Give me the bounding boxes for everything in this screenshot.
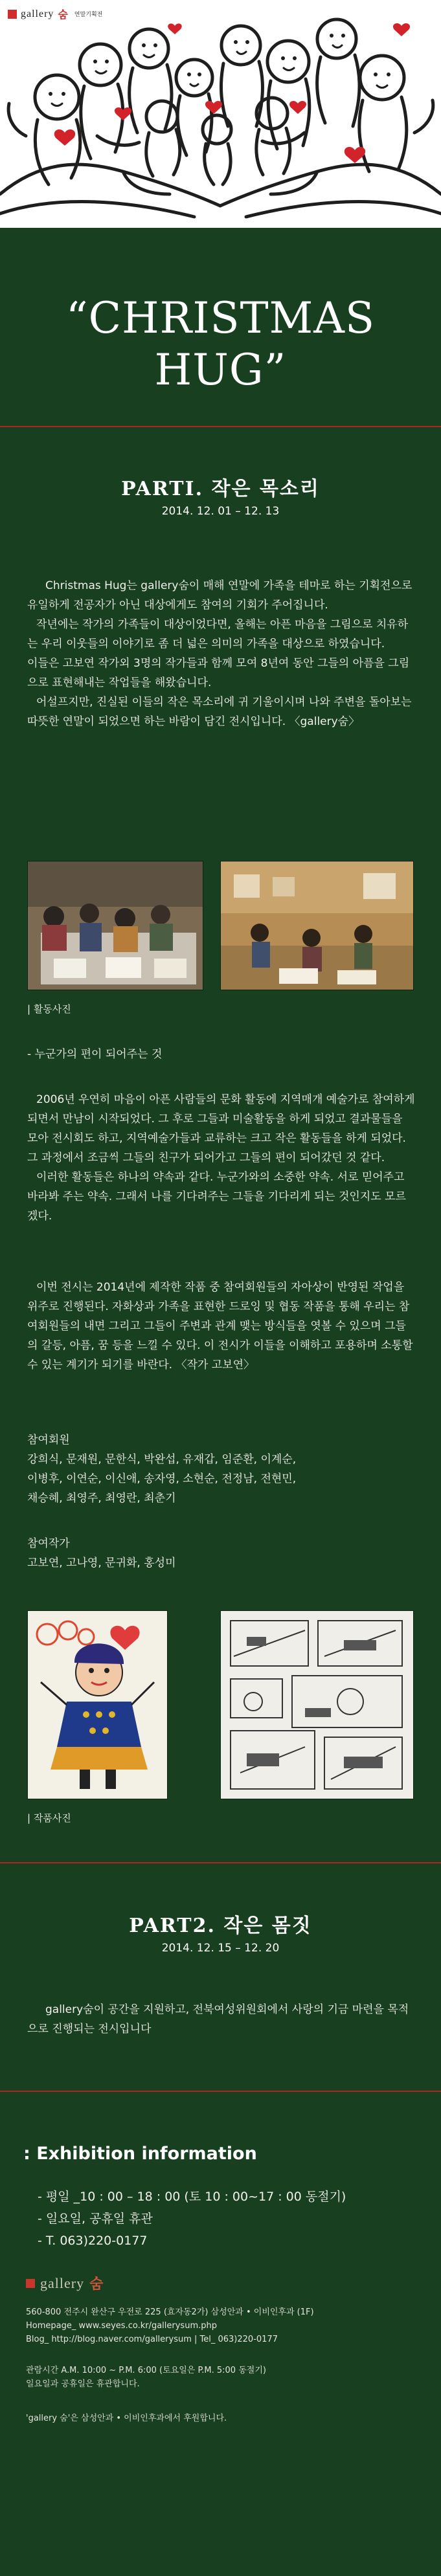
part1-body2	[27, 1278, 416, 1375]
info-item-hours: - 평일 _10 : 00 – 18 : 00 (토 10 : 00~17 : 00 동절기)	[38, 2190, 346, 2204]
part2-date: 2014. 12. 15 – 12. 20	[161, 1942, 280, 1955]
logo-hangul: 숨	[89, 2276, 104, 2293]
artists-list: 고보연, 고나영, 문귀화, 홍성미	[27, 1557, 176, 1570]
address-block	[26, 2305, 314, 2346]
header-logo	[8, 6, 102, 21]
body-paragraph: 이러한 활동들은 하나의 약속과 같다. 누군가와의 소중한 약속. 서로 믿어주고 바라봐 주는 약속. 그래서 나를 기다려주는 그들을 기다리게 되는 것인지도 모르겠다.	[27, 1171, 406, 1223]
part1-date: 2014. 12. 01 – 12. 13	[161, 505, 280, 518]
part1-title: PARTI. 작은 목소리	[121, 478, 320, 500]
body-paragraph: 이번 전시는 2014년에 제작한 작품 중 참여회원들의 자아상이 반영된 작업을 위주로 진행된다. 자화상과 가족을 표현한 드로잉 및 협동 작품을 통해 우리는 참여회원들의 내면 그리고 그들이 주변과 관계 맺는 방식들을 엿볼 수 있으며 그들의 갈등, 아픔, 꿈 등을 느낄 수 있다. 이 전시가 이들을 이해하고 포용하며 소통할 수 있는 계기가 되기를 바란다. 〈작가 고보연〉	[27, 1281, 413, 1371]
content-panel	[0, 228, 441, 2576]
body-paragraph: gallery숨이 공간을 지원하고, 전북여성위원회에서 사랑의 기금 마련을 목적으로 진행되는 전시입니다	[27, 2003, 409, 2036]
address-line: 560-800 전주시 완산구 우전로 225 (효자동2가) 삼성안과 • 이비인후과 (1F)	[26, 2307, 314, 2317]
intro-paragraph: Christmas Hug는 gallery숨이 매해 연말에 가족을 테마로 하는 기획전으로 유일하게 전공자가 아닌 대상에게도 참여의 기회가 주어집니다.	[27, 579, 413, 612]
part1-intro	[27, 576, 416, 731]
hours-block	[26, 2364, 266, 2391]
footer-logo	[26, 2273, 103, 2293]
blog-link[interactable]: Blog_ http://blog.naver.com/gallerysum | Tel_ 063)220-0177	[26, 2335, 278, 2344]
artwork-photo-caption: | 작품사진	[27, 1812, 71, 1824]
artists-block	[27, 1534, 416, 1573]
artwork-photo-2	[220, 1610, 414, 1799]
intro-paragraph: 어설프지만, 진실된 이들의 작은 목소리에 귀 기울이시며 나와 주변을 돌아보는 따뜻한 연말이 되었으면 하는 바람이 담긴 전시입니다. 〈gallery숨〉	[27, 696, 412, 728]
homepage-link[interactable]: Homepage_ www.seyes.co.kr/gallerysum.php	[26, 2321, 217, 2331]
logo-word: gallery	[40, 2274, 85, 2291]
hours-line: 일요일과 공휴일은 휴관합니다.	[26, 2379, 140, 2389]
members-line: 채승혜, 최영주, 최영란, 최춘기	[27, 1492, 176, 1505]
intro-paragraph: 이들은 고보연 작가외 3명의 작가들과 함께 모여 8년여 동안 그들의 아픔을 그림으로 표현해내는 작업들을 해왔습니다.	[27, 657, 410, 689]
logo-mark-icon	[8, 10, 17, 19]
divider-line	[0, 1862, 441, 1863]
hours-line: 관람시간 A.M. 10:00 ~ P.M. 6:00 (토요일은 P.M. 5:00 동절기)	[26, 2366, 266, 2375]
part1-subtitle: - 누군가의 편이 되어주는 것	[27, 1048, 163, 1061]
info-title: : Exhibition information	[23, 2144, 257, 2164]
info-item-closed: - 일요일, 공휴일 휴관	[38, 2212, 153, 2226]
members-line: 강희식, 문재원, 문한식, 박완섭, 유재갑, 임준환, 이계순,	[27, 1453, 297, 1466]
logo-hangul: 숨	[58, 8, 68, 21]
intro-paragraph: 작년에는 작가의 가족들이 대상이었다면, 올해는 아픈 마음을 그림으로 치유하는 우리 이웃들의 이야기로 좀 더 넓은 의미의 가족을 대상으로 하였습니다.	[27, 618, 409, 650]
activity-photo-caption: | 활동사진	[27, 1003, 71, 1015]
info-list	[38, 2186, 346, 2252]
sponsor-note: 'gallery 숨'은 삼성안과 • 이비인후과에서 후원합니다.	[26, 2414, 227, 2423]
part2-body	[27, 2000, 416, 2039]
body-paragraph: 2006년 우연히 마음이 아픈 사람들의 문화 활동에 지역매개 예술가로 참여하게 되면서 만남이 시작되었다. 그 후로 그들과 미술활동을 하게 되었고 결과물들을 모아 전시회도 하고, 지역예술가들과 교류하는 크고 작은 활동들을 하게 되었다. 그 과정에서 조금씩 그들의 친구가 되어가고 그들의 편이 되어갔던 것 같다.	[27, 1093, 415, 1164]
members-line: 이병후, 이연순, 이신애, 송자영, 소현순, 전정남, 전현민,	[27, 1472, 297, 1485]
exhibition-title: “CHRISTMAS HUG”	[65, 293, 376, 395]
divider-line	[0, 2091, 441, 2092]
artists-label: 참여작가	[27, 1537, 70, 1550]
logo-subtitle: 연말기획전	[74, 12, 103, 18]
logo-word: gallery	[21, 8, 54, 19]
part1-body1	[27, 1090, 416, 1226]
members-label: 참여회원	[27, 1434, 70, 1447]
members-block	[27, 1430, 416, 1508]
divider-line	[0, 426, 441, 427]
part2-title: PART2. 작은 몸짓	[129, 1915, 312, 1937]
info-item-phone: - T. 063)220-0177	[38, 2234, 148, 2248]
activity-photo-2	[220, 861, 414, 990]
activity-photo-1	[27, 861, 203, 990]
logo-mark-icon	[26, 2279, 35, 2288]
hero-illustration	[0, 0, 441, 228]
artwork-photo-1	[27, 1610, 168, 1799]
hugging-people-drawing	[0, 0, 441, 228]
